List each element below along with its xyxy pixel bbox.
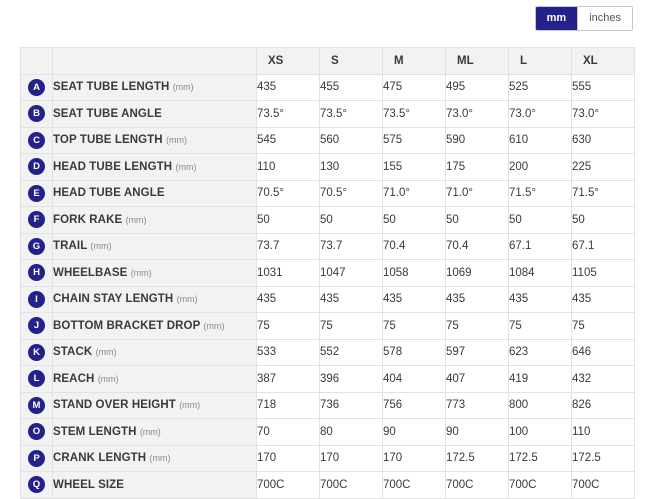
row-label-cell (53, 154, 257, 181)
row-label-cell (53, 207, 257, 234)
row-label: HEAD TUBE ANGLE (53, 187, 165, 200)
table-row (21, 392, 635, 419)
unit-toggle-mm[interactable]: mm (536, 7, 578, 30)
row-value-cell: 71.5° (572, 180, 635, 207)
row-value-cell: 73.0° (509, 101, 572, 128)
row-value-cell: 67.1 (509, 233, 572, 260)
row-unit: (mm) (130, 267, 152, 278)
row-value-cell: 130 (320, 154, 383, 181)
row-label: TOP TUBE LENGTH (53, 134, 163, 147)
row-value-cell: 455 (320, 74, 383, 101)
table-row (21, 101, 635, 128)
row-label: FORK RAKE (53, 213, 123, 226)
row-value-cell: 1069 (446, 260, 509, 287)
row-label-cell (53, 101, 257, 128)
row-label: STACK (53, 346, 93, 359)
row-badge-cell (21, 101, 53, 128)
header-label-corner (53, 48, 257, 75)
row-value-cell: 170 (257, 445, 320, 472)
row-label: STAND OVER HEIGHT (53, 399, 176, 412)
row-value-cell: 80 (320, 419, 383, 446)
row-badge-cell (21, 127, 53, 154)
row-unit: (mm) (172, 82, 194, 93)
row-label: TRAIL (53, 240, 88, 253)
row-value-cell: 50 (572, 207, 635, 234)
row-value-cell: 432 (572, 366, 635, 393)
row-value-cell: 800 (509, 392, 572, 419)
row-value-cell: 387 (257, 366, 320, 393)
table-row (21, 472, 635, 499)
row-label-cell (53, 366, 257, 393)
row-badge: H (28, 264, 45, 281)
row-badge: E (28, 185, 45, 202)
row-value-cell: 495 (446, 74, 509, 101)
row-label: HEAD TUBE LENGTH (53, 160, 173, 173)
row-value-cell: 73.5° (320, 101, 383, 128)
row-value-cell: 73.0° (572, 101, 635, 128)
row-label: REACH (53, 372, 95, 385)
row-badge: P (28, 450, 45, 467)
table-row (21, 233, 635, 260)
row-value-cell: 75 (572, 313, 635, 340)
row-value-cell: 175 (446, 154, 509, 181)
table-row (21, 339, 635, 366)
row-value-cell: 73.7 (320, 233, 383, 260)
header-size-l: L (509, 48, 572, 75)
table-row (21, 127, 635, 154)
row-unit: (mm) (149, 453, 171, 464)
header-size-ml: ML (446, 48, 509, 75)
row-badge-cell (21, 260, 53, 287)
row-value-cell: 435 (509, 286, 572, 313)
row-unit: (mm) (176, 294, 198, 305)
row-label: WHEELBASE (53, 266, 128, 279)
row-value-cell: 435 (383, 286, 446, 313)
row-value-cell: 50 (509, 207, 572, 234)
row-value-cell: 70.4 (446, 233, 509, 260)
row-badge-cell (21, 472, 53, 499)
row-badge: A (28, 79, 45, 96)
row-value-cell: 1047 (320, 260, 383, 287)
row-label: SEAT TUBE LENGTH (53, 81, 170, 94)
row-badge: J (28, 317, 45, 334)
row-unit: (mm) (166, 135, 187, 146)
row-label-cell (53, 260, 257, 287)
row-value-cell: 545 (257, 127, 320, 154)
row-label-cell (53, 392, 257, 419)
row-badge-cell (21, 233, 53, 260)
row-badge-cell (21, 154, 53, 181)
table-row (21, 419, 635, 446)
row-value-cell: 700C (446, 472, 509, 499)
row-value-cell: 700C (383, 472, 446, 499)
row-value-cell: 73.7 (257, 233, 320, 260)
header-row (21, 48, 635, 75)
header-size-xs: XS (257, 48, 320, 75)
geometry-table-wrapper (20, 47, 633, 499)
row-badge: Q (28, 476, 45, 493)
row-label: BOTTOM BRACKET DROP (53, 319, 201, 332)
row-value-cell: 50 (446, 207, 509, 234)
row-value-cell: 646 (572, 339, 635, 366)
row-value-cell: 110 (572, 419, 635, 446)
row-value-cell: 525 (509, 74, 572, 101)
header-size-xl: XL (572, 48, 635, 75)
row-badge: K (28, 344, 45, 361)
row-value-cell: 700C (320, 472, 383, 499)
row-unit: (mm) (90, 241, 112, 252)
row-label-cell (53, 419, 257, 446)
row-badge-cell (21, 392, 53, 419)
row-value-cell: 1031 (257, 260, 320, 287)
row-value-cell: 555 (572, 74, 635, 101)
row-value-cell: 700C (572, 472, 635, 499)
row-label-cell (53, 74, 257, 101)
table-row (21, 180, 635, 207)
row-value-cell: 172.5 (446, 445, 509, 472)
row-value-cell: 718 (257, 392, 320, 419)
row-value-cell: 435 (572, 286, 635, 313)
row-value-cell: 90 (383, 419, 446, 446)
row-label: CRANK LENGTH (53, 452, 147, 465)
row-value-cell: 170 (383, 445, 446, 472)
row-value-cell: 756 (383, 392, 446, 419)
row-value-cell: 73.0° (446, 101, 509, 128)
row-badge-cell (21, 445, 53, 472)
row-value-cell: 404 (383, 366, 446, 393)
row-value-cell: 225 (572, 154, 635, 181)
row-badge-cell (21, 339, 53, 366)
row-badge-cell (21, 180, 53, 207)
row-value-cell: 73.5° (383, 101, 446, 128)
table-row (21, 154, 635, 181)
row-badge-cell (21, 207, 53, 234)
header-badge-corner (21, 48, 53, 75)
row-value-cell: 67.1 (572, 233, 635, 260)
row-value-cell: 100 (509, 419, 572, 446)
row-label-cell (53, 180, 257, 207)
row-value-cell: 50 (383, 207, 446, 234)
unit-toggle-inches[interactable]: inches (578, 7, 632, 30)
row-value-cell: 70.4 (383, 233, 446, 260)
row-badge-cell (21, 313, 53, 340)
row-value-cell: 560 (320, 127, 383, 154)
row-value-cell: 110 (257, 154, 320, 181)
header-size-s: S (320, 48, 383, 75)
row-label-cell (53, 233, 257, 260)
table-row (21, 366, 635, 393)
row-value-cell: 435 (257, 286, 320, 313)
row-unit: (mm) (139, 426, 161, 437)
row-value-cell: 71.0° (446, 180, 509, 207)
geometry-table (20, 47, 635, 499)
table-body (21, 74, 635, 498)
row-value-cell: 90 (446, 419, 509, 446)
row-value-cell: 826 (572, 392, 635, 419)
row-label-cell (53, 286, 257, 313)
row-badge: F (28, 211, 45, 228)
table-row (21, 313, 635, 340)
row-value-cell: 773 (446, 392, 509, 419)
row-value-cell: 71.5° (509, 180, 572, 207)
row-value-cell: 50 (257, 207, 320, 234)
row-value-cell: 435 (257, 74, 320, 101)
row-label: CHAIN STAY LENGTH (53, 293, 174, 306)
row-label-cell (53, 127, 257, 154)
row-badge: G (28, 238, 45, 255)
row-unit: (mm) (97, 373, 119, 384)
row-value-cell: 200 (509, 154, 572, 181)
row-unit: (mm) (179, 400, 201, 411)
row-value-cell: 1084 (509, 260, 572, 287)
row-badge: B (28, 105, 45, 122)
table-row (21, 260, 635, 287)
row-value-cell: 407 (446, 366, 509, 393)
row-value-cell: 75 (257, 313, 320, 340)
row-value-cell: 700C (257, 472, 320, 499)
row-badge: C (28, 132, 45, 149)
row-value-cell: 172.5 (572, 445, 635, 472)
row-value-cell: 578 (383, 339, 446, 366)
row-value-cell: 610 (509, 127, 572, 154)
row-value-cell: 736 (320, 392, 383, 419)
row-value-cell: 597 (446, 339, 509, 366)
table-header (21, 48, 635, 75)
row-value-cell: 700C (509, 472, 572, 499)
row-value-cell: 552 (320, 339, 383, 366)
row-value-cell: 475 (383, 74, 446, 101)
row-value-cell: 419 (509, 366, 572, 393)
row-value-cell: 75 (446, 313, 509, 340)
row-unit: (mm) (203, 320, 225, 331)
row-value-cell: 71.0° (383, 180, 446, 207)
row-value-cell: 170 (320, 445, 383, 472)
row-label: WHEEL SIZE (53, 478, 125, 491)
row-badge: M (28, 397, 45, 414)
row-value-cell: 75 (383, 313, 446, 340)
row-badge: O (28, 423, 45, 440)
row-unit: (mm) (125, 214, 147, 225)
row-value-cell: 70.5° (257, 180, 320, 207)
row-value-cell: 172.5 (509, 445, 572, 472)
row-value-cell: 1105 (572, 260, 635, 287)
row-value-cell: 435 (320, 286, 383, 313)
row-value-cell: 533 (257, 339, 320, 366)
row-badge: L (28, 370, 45, 387)
row-value-cell: 70 (257, 419, 320, 446)
row-badge: I (28, 291, 45, 308)
table-row (21, 286, 635, 313)
header-size-m: M (383, 48, 446, 75)
row-value-cell: 75 (320, 313, 383, 340)
table-row (21, 207, 635, 234)
row-label: STEM LENGTH (53, 425, 137, 438)
row-badge: D (28, 158, 45, 175)
row-badge-cell (21, 419, 53, 446)
row-label: SEAT TUBE ANGLE (53, 107, 162, 120)
row-value-cell: 623 (509, 339, 572, 366)
row-value-cell: 75 (509, 313, 572, 340)
row-badge-cell (21, 74, 53, 101)
row-label-cell (53, 313, 257, 340)
row-value-cell: 70.5° (320, 180, 383, 207)
row-badge-cell (21, 366, 53, 393)
row-value-cell: 1058 (383, 260, 446, 287)
row-value-cell: 435 (446, 286, 509, 313)
row-value-cell: 630 (572, 127, 635, 154)
row-value-cell: 396 (320, 366, 383, 393)
row-value-cell: 575 (383, 127, 446, 154)
row-value-cell: 50 (320, 207, 383, 234)
table-row (21, 445, 635, 472)
row-label-cell (53, 445, 257, 472)
table-row (21, 74, 635, 101)
row-label-cell (53, 472, 257, 499)
unit-toggle[interactable] (535, 6, 633, 31)
row-unit: (mm) (175, 161, 197, 172)
row-badge-cell (21, 286, 53, 313)
row-value-cell: 590 (446, 127, 509, 154)
row-value-cell: 155 (383, 154, 446, 181)
row-unit: (mm) (95, 347, 117, 358)
row-value-cell: 73.5° (257, 101, 320, 128)
row-label-cell (53, 339, 257, 366)
